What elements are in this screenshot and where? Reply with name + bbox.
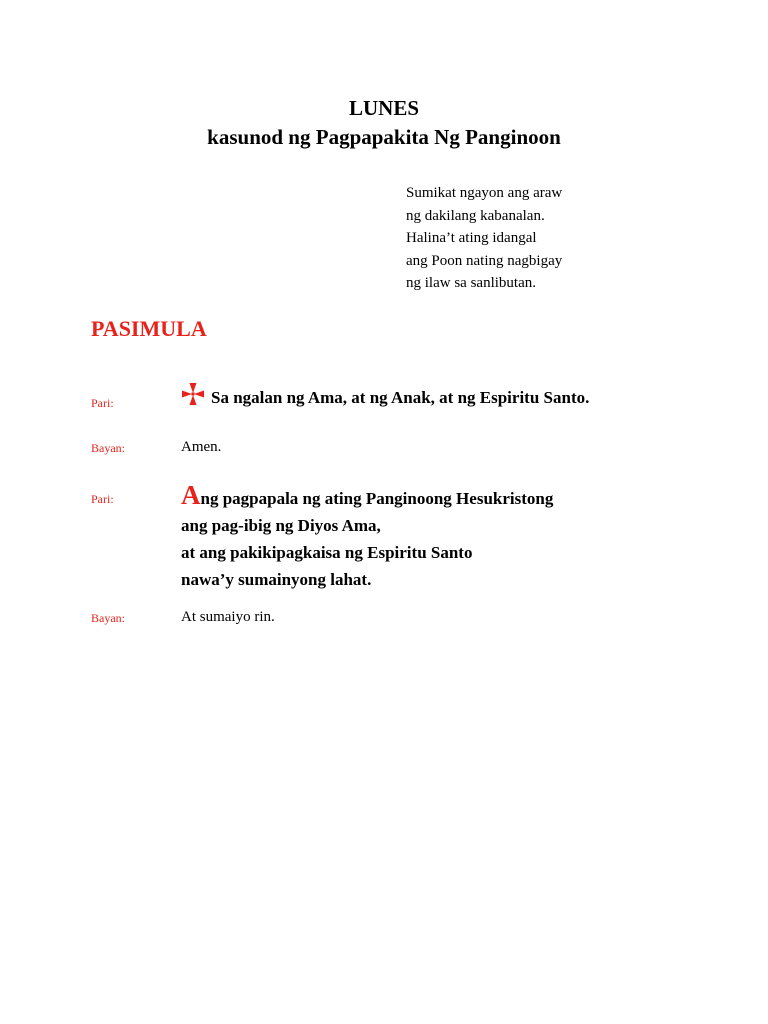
cross-pattee-icon (181, 382, 205, 406)
speaker-label: Bayan: (91, 441, 125, 455)
dialogue-line: Sa ngalan ng Ama, at ng Anak, at ng Espiritu Santo. (211, 388, 590, 407)
dialogue-line: nawa’y sumainyong lahat. (181, 570, 372, 589)
dialogue-text (181, 438, 221, 456)
hymn-line: ng dakilang kabanalan. (406, 207, 545, 224)
dialogue-line: Amen. (181, 439, 222, 455)
hymn-verse (406, 182, 562, 295)
dialogue-text (181, 382, 589, 411)
dialogue-line: ang pag-ibig ng Diyos Ama, (181, 516, 381, 535)
dialogue-line: at ang pakikipagkaisa ng Espiritu Santo (181, 543, 473, 562)
drop-cap: A (181, 480, 201, 510)
hymn-line: ng ilaw sa sanlibutan. (406, 275, 536, 291)
title-block (0, 94, 768, 152)
page-subtitle: kasunod ng Pagpapakita Ng Panginoon (207, 125, 561, 149)
dialogue-text (181, 608, 275, 626)
hymn-line: Sumikat ngayon ang araw (406, 185, 563, 201)
dialogue-text (181, 482, 553, 593)
hymn-line: ang Poon nating nagbigay (406, 252, 563, 269)
speaker-label: Pari: (91, 492, 114, 506)
speaker-label: Pari: (91, 396, 114, 410)
dialogue-line: ng pagpapala ng ating Panginoong Hesukristong (200, 489, 554, 508)
page-title: LUNES (348, 96, 420, 120)
speaker-label: Bayan: (91, 611, 125, 625)
dialogue-line: At sumaiyo rin. (181, 609, 275, 625)
hymn-line: Halina’t ating idangal (406, 230, 537, 246)
section-heading: PASIMULA (91, 316, 207, 341)
